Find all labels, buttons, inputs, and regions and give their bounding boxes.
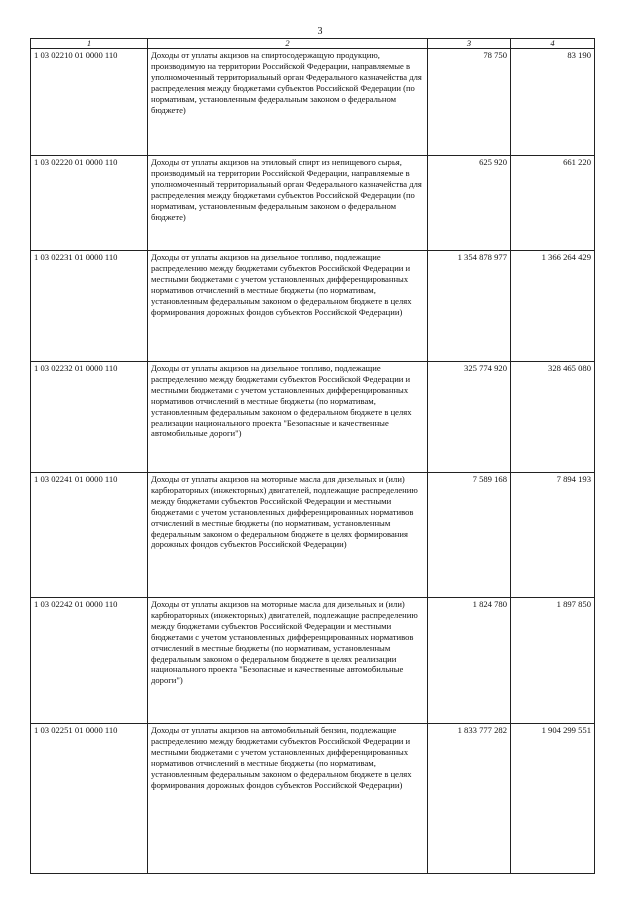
budget-code: 1 03 02231 01 0000 110	[31, 251, 148, 362]
budget-code: 1 03 02220 01 0000 110	[31, 156, 148, 251]
column-number-3: 3	[428, 39, 511, 49]
amount-col3: 1 354 878 977	[428, 251, 511, 362]
column-number-1: 1	[31, 39, 148, 49]
revenue-table	[30, 38, 595, 874]
row-description: Доходы от уплаты акцизов на дизельное топливо, подлежащие распределению между бюджетами субъектов Российской Федерации и местными бюджетами с учетом установленных дифференцированных нормативов отчислений в местные бюджеты (по нормативам, установленным федеральным законом о федеральном бюджете в целях реализации национального проекта "Безопасные и качественные автомобильные дороги")	[148, 362, 428, 473]
amount-col3: 625 920	[428, 156, 511, 251]
amount-col4: 7 894 193	[511, 473, 595, 598]
amount-col4: 83 190	[511, 49, 595, 156]
amount-col3: 325 774 920	[428, 362, 511, 473]
table-row	[31, 598, 595, 724]
column-number-2: 2	[148, 39, 428, 49]
table-row	[31, 362, 595, 473]
table-row	[31, 49, 595, 156]
page-number: 3	[317, 26, 323, 37]
amount-col4: 1 366 264 429	[511, 251, 595, 362]
budget-code: 1 03 02242 01 0000 110	[31, 598, 148, 724]
amount-col3: 78 750	[428, 49, 511, 156]
budget-code: 1 03 02210 01 0000 110	[31, 49, 148, 156]
table-row	[31, 473, 595, 598]
row-description: Доходы от уплаты акцизов на спиртосодержащую продукцию, производимую на территории Российской Федерации, направляемые в уполномоченный территориальный орган Федерального казначейства для распределения между бюджетами субъектов Российской Федерации (по нормативам, установленным федеральным законом о федеральном бюджете)	[148, 49, 428, 156]
table-row	[31, 724, 595, 874]
row-description: Доходы от уплаты акцизов на дизельное топливо, подлежащие распределению между бюджетами субъектов Российской Федерации и местными бюджетами с учетом установленных дифференцированных нормативов отчислений в местные бюджеты (по нормативам, установленным федеральным законом о федеральном бюджете в целях формирования дорожных фондов субъектов Российской Федерации)	[148, 251, 428, 362]
column-number-4: 4	[511, 39, 595, 49]
table-row	[31, 251, 595, 362]
row-description: Доходы от уплаты акцизов на моторные масла для дизельных и (или) карбюраторных (инжекторных) двигателей, подлежащие распределению между бюджетами субъектов Российской Федерации и местными бюджетами с учетом установленных дифференцированных нормативов отчислений в местные бюджеты (по нормативам, установленным федеральным законом о федеральном бюджете в целях формирования дорожных фондов субъектов Российской Федерации)	[148, 473, 428, 598]
budget-code: 1 03 02241 01 0000 110	[31, 473, 148, 598]
column-number-row	[31, 39, 595, 49]
amount-col4: 661 220	[511, 156, 595, 251]
budget-code: 1 03 02251 01 0000 110	[31, 724, 148, 874]
amount-col3: 7 589 168	[428, 473, 511, 598]
amount-col3: 1 824 780	[428, 598, 511, 724]
row-description: Доходы от уплаты акцизов на этиловый спирт из непищевого сырья, производимый на территории Российской Федерации, направляемые в уполномоченный территориальный орган Федерального казначейства для распределения между бюджетами субъектов Российской Федерации (по нормативам, установленным федеральным законом о федеральном бюджете)	[148, 156, 428, 251]
table-row	[31, 156, 595, 251]
amount-col3: 1 833 777 282	[428, 724, 511, 874]
amount-col4: 328 465 080	[511, 362, 595, 473]
amount-col4: 1 897 850	[511, 598, 595, 724]
row-description: Доходы от уплаты акцизов на автомобильный бензин, подлежащие распределению между бюджетами субъектов Российской Федерации и местными бюджетами с учетом установленных дифференцированных нормативов отчислений в местные бюджеты (по нормативам, установленным федеральным законом о федеральном бюджете в целях формирования дорожных фондов субъектов Российской Федерации)	[148, 724, 428, 874]
row-description: Доходы от уплаты акцизов на моторные масла для дизельных и (или) карбюраторных (инжекторных) двигателей, подлежащие распределению между бюджетами субъектов Российской Федерации и местными бюджетами с учетом установленных дифференцированных нормативов отчислений в местные бюджеты (по нормативам, установленным федеральным законом о федеральном бюджете в целях реализации национального проекта "Безопасные и качественные автомобильные дороги")	[148, 598, 428, 724]
amount-col4: 1 904 299 551	[511, 724, 595, 874]
budget-code: 1 03 02232 01 0000 110	[31, 362, 148, 473]
